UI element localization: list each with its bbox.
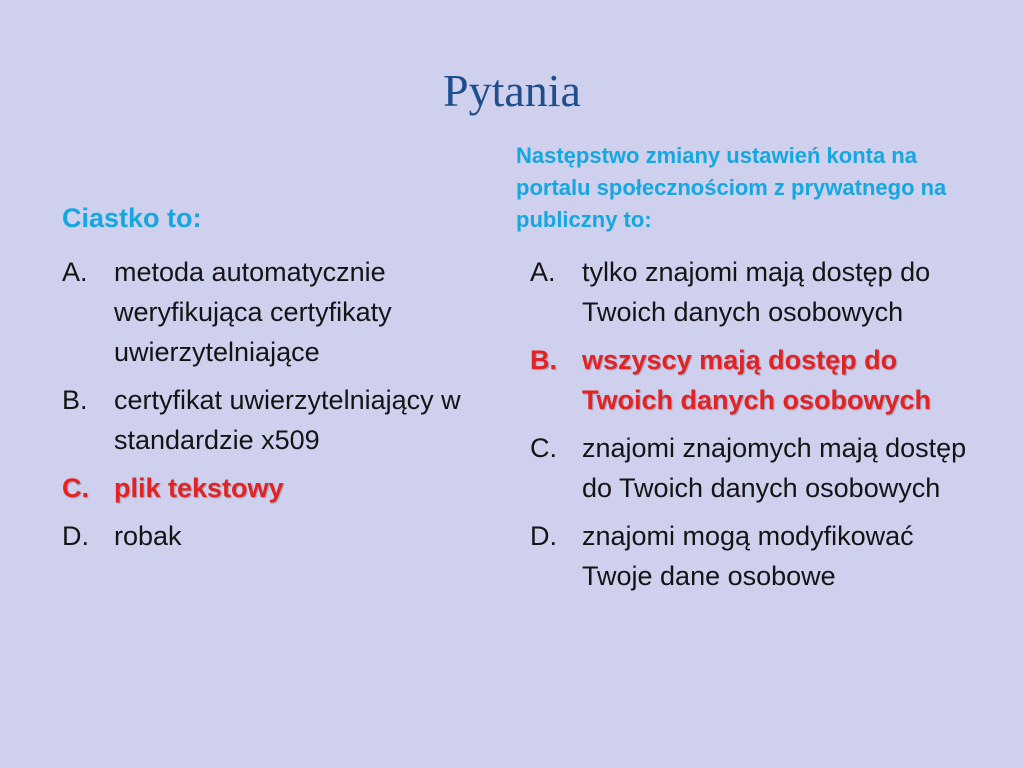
answer-text: tylko znajomi mają dostęp do Twoich danych osobowych	[582, 257, 931, 327]
answer-text: znajomi znajomych mają dostęp do Twoich danych osobowych	[582, 433, 967, 503]
answer-right-a	[530, 252, 970, 332]
answer-text: certyfikat uwierzytelniający w standardzie x509	[114, 385, 461, 455]
answer-letter: A.	[62, 257, 88, 287]
answer-left-c-correct	[62, 468, 502, 508]
answer-letter: B.	[62, 385, 88, 415]
answer-text: metoda automatycznie weryfikująca certyfikaty uwierzytelniające	[114, 257, 392, 367]
question-right: Następstwo zmiany ustawień konta na portalu społecznościom z prywatnego na publiczny to:	[516, 143, 947, 232]
answer-letter: D.	[62, 521, 89, 551]
answer-text: plik tekstowy	[114, 473, 284, 503]
answer-left-d	[62, 516, 502, 556]
answer-letter: B.	[530, 345, 557, 375]
question-left: Ciastko to:	[62, 203, 202, 233]
slide-title: Pytania	[443, 65, 581, 116]
answer-letter: C.	[530, 433, 557, 463]
answer-text: znajomi mogą modyfikować Twoje dane osobowe	[582, 521, 914, 591]
answer-letter: A.	[530, 257, 556, 287]
answer-left-b	[62, 380, 502, 460]
answer-letter: D.	[530, 521, 557, 551]
answer-right-d	[530, 516, 970, 596]
answer-letter: C.	[62, 473, 89, 503]
answer-list-left	[62, 252, 502, 564]
answer-text: wszyscy mają dostęp do Twoich danych osobowych	[582, 345, 932, 415]
answer-text: robak	[114, 521, 182, 551]
answer-right-b-correct	[530, 340, 970, 420]
answer-list-right	[530, 252, 970, 604]
answer-left-a	[62, 252, 502, 372]
answer-right-c	[530, 428, 970, 508]
